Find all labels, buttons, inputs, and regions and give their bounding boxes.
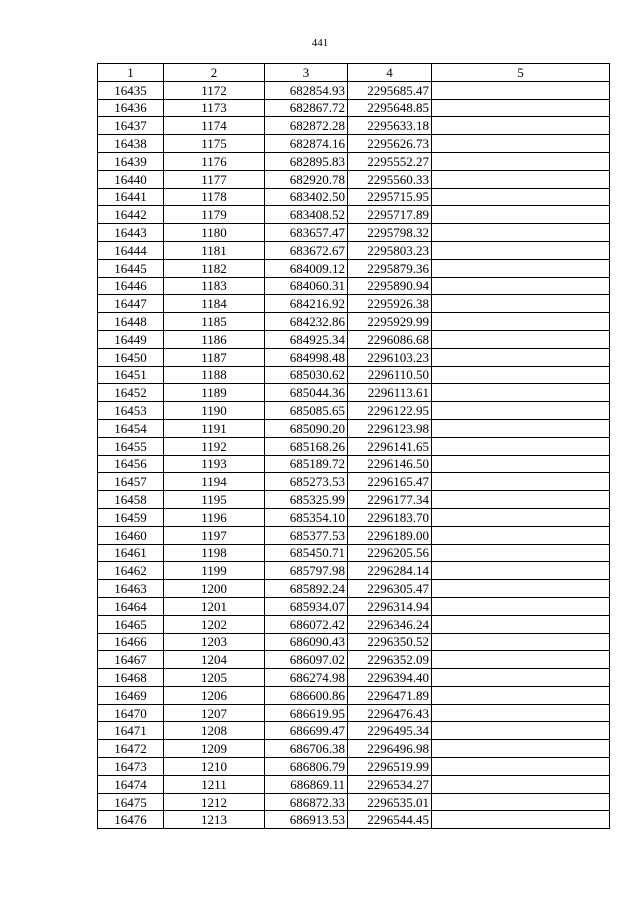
coordinates-table bbox=[97, 63, 610, 829]
table-row bbox=[98, 562, 610, 580]
y-coordinate-cell: 2296113.61 bbox=[348, 384, 432, 402]
vertex-number-cell: 1188 bbox=[164, 366, 265, 384]
notes-cell bbox=[432, 526, 610, 544]
y-coordinate-cell: 2295890.94 bbox=[348, 277, 432, 295]
x-coordinate-cell: 685377.53 bbox=[265, 526, 348, 544]
x-coordinate-cell: 685892.24 bbox=[265, 580, 348, 598]
point-number-cell: 16437 bbox=[98, 117, 164, 135]
vertex-number-cell: 1180 bbox=[164, 224, 265, 242]
x-coordinate-cell: 682867.72 bbox=[265, 99, 348, 117]
notes-cell bbox=[432, 384, 610, 402]
vertex-number-cell: 1173 bbox=[164, 99, 265, 117]
y-coordinate-cell: 2296394.40 bbox=[348, 669, 432, 687]
y-coordinate-cell: 2296352.09 bbox=[348, 651, 432, 669]
vertex-number-cell: 1191 bbox=[164, 419, 265, 437]
vertex-number-cell: 1213 bbox=[164, 811, 265, 829]
table-row bbox=[98, 206, 610, 224]
y-coordinate-cell: 2296177.34 bbox=[348, 491, 432, 509]
notes-cell bbox=[432, 669, 610, 687]
vertex-number-cell: 1190 bbox=[164, 402, 265, 420]
x-coordinate-cell: 686706.38 bbox=[265, 740, 348, 758]
y-coordinate-cell: 2295648.85 bbox=[348, 99, 432, 117]
y-coordinate-cell: 2296350.52 bbox=[348, 633, 432, 651]
point-number-cell: 16449 bbox=[98, 330, 164, 348]
column-header-1: 1 bbox=[98, 64, 164, 82]
point-number-cell: 16466 bbox=[98, 633, 164, 651]
vertex-number-cell: 1212 bbox=[164, 793, 265, 811]
y-coordinate-cell: 2296314.94 bbox=[348, 597, 432, 615]
x-coordinate-cell: 684009.12 bbox=[265, 259, 348, 277]
x-coordinate-cell: 686072.42 bbox=[265, 615, 348, 633]
notes-cell bbox=[432, 313, 610, 331]
vertex-number-cell: 1206 bbox=[164, 686, 265, 704]
point-number-cell: 16439 bbox=[98, 152, 164, 170]
point-number-cell: 16452 bbox=[98, 384, 164, 402]
notes-cell bbox=[432, 224, 610, 242]
notes-cell bbox=[432, 758, 610, 776]
notes-cell bbox=[432, 366, 610, 384]
point-number-cell: 16467 bbox=[98, 651, 164, 669]
point-number-cell: 16462 bbox=[98, 562, 164, 580]
notes-cell bbox=[432, 419, 610, 437]
notes-cell bbox=[432, 615, 610, 633]
y-coordinate-cell: 2295626.73 bbox=[348, 135, 432, 153]
vertex-number-cell: 1179 bbox=[164, 206, 265, 224]
point-number-cell: 16465 bbox=[98, 615, 164, 633]
table-row bbox=[98, 651, 610, 669]
vertex-number-cell: 1175 bbox=[164, 135, 265, 153]
y-coordinate-cell: 2296103.23 bbox=[348, 348, 432, 366]
point-number-cell: 16458 bbox=[98, 491, 164, 509]
y-coordinate-cell: 2296122.95 bbox=[348, 402, 432, 420]
vertex-number-cell: 1178 bbox=[164, 188, 265, 206]
x-coordinate-cell: 683408.52 bbox=[265, 206, 348, 224]
table-row bbox=[98, 241, 610, 259]
table-row bbox=[98, 295, 610, 313]
point-number-cell: 16438 bbox=[98, 135, 164, 153]
x-coordinate-cell: 683402.50 bbox=[265, 188, 348, 206]
notes-cell bbox=[432, 295, 610, 313]
y-coordinate-cell: 2296146.50 bbox=[348, 455, 432, 473]
point-number-cell: 16435 bbox=[98, 81, 164, 99]
vertex-number-cell: 1193 bbox=[164, 455, 265, 473]
y-coordinate-cell: 2296305.47 bbox=[348, 580, 432, 598]
point-number-cell: 16448 bbox=[98, 313, 164, 331]
y-coordinate-cell: 2295552.27 bbox=[348, 152, 432, 170]
notes-cell bbox=[432, 562, 610, 580]
table-row bbox=[98, 473, 610, 491]
notes-cell bbox=[432, 491, 610, 509]
point-number-cell: 16436 bbox=[98, 99, 164, 117]
point-number-cell: 16469 bbox=[98, 686, 164, 704]
point-number-cell: 16446 bbox=[98, 277, 164, 295]
point-number-cell: 16459 bbox=[98, 508, 164, 526]
notes-cell bbox=[432, 704, 610, 722]
point-number-cell: 16476 bbox=[98, 811, 164, 829]
point-number-cell: 16456 bbox=[98, 455, 164, 473]
vertex-number-cell: 1181 bbox=[164, 241, 265, 259]
table-row bbox=[98, 348, 610, 366]
notes-cell bbox=[432, 99, 610, 117]
table-row bbox=[98, 419, 610, 437]
table-body bbox=[98, 81, 610, 828]
notes-cell bbox=[432, 81, 610, 99]
point-number-cell: 16451 bbox=[98, 366, 164, 384]
vertex-number-cell: 1174 bbox=[164, 117, 265, 135]
vertex-number-cell: 1204 bbox=[164, 651, 265, 669]
vertex-number-cell: 1184 bbox=[164, 295, 265, 313]
y-coordinate-cell: 2296519.99 bbox=[348, 758, 432, 776]
table-row bbox=[98, 330, 610, 348]
y-coordinate-cell: 2295717.89 bbox=[348, 206, 432, 224]
y-coordinate-cell: 2296189.00 bbox=[348, 526, 432, 544]
table-row bbox=[98, 597, 610, 615]
x-coordinate-cell: 685168.26 bbox=[265, 437, 348, 455]
table-row bbox=[98, 259, 610, 277]
table-row bbox=[98, 384, 610, 402]
point-number-cell: 16472 bbox=[98, 740, 164, 758]
vertex-number-cell: 1202 bbox=[164, 615, 265, 633]
vertex-number-cell: 1208 bbox=[164, 722, 265, 740]
notes-cell bbox=[432, 259, 610, 277]
point-number-cell: 16450 bbox=[98, 348, 164, 366]
vertex-number-cell: 1186 bbox=[164, 330, 265, 348]
x-coordinate-cell: 682920.78 bbox=[265, 170, 348, 188]
header-row bbox=[98, 64, 610, 82]
x-coordinate-cell: 686619.95 bbox=[265, 704, 348, 722]
vertex-number-cell: 1192 bbox=[164, 437, 265, 455]
vertex-number-cell: 1176 bbox=[164, 152, 265, 170]
x-coordinate-cell: 685085.65 bbox=[265, 402, 348, 420]
point-number-cell: 16470 bbox=[98, 704, 164, 722]
table-row bbox=[98, 402, 610, 420]
notes-cell bbox=[432, 277, 610, 295]
notes-cell bbox=[432, 348, 610, 366]
point-number-cell: 16447 bbox=[98, 295, 164, 313]
y-coordinate-cell: 2296544.45 bbox=[348, 811, 432, 829]
point-number-cell: 16454 bbox=[98, 419, 164, 437]
x-coordinate-cell: 684232.86 bbox=[265, 313, 348, 331]
y-coordinate-cell: 2296183.70 bbox=[348, 508, 432, 526]
table-row bbox=[98, 615, 610, 633]
column-header-2: 2 bbox=[164, 64, 265, 82]
x-coordinate-cell: 685934.07 bbox=[265, 597, 348, 615]
point-number-cell: 16471 bbox=[98, 722, 164, 740]
x-coordinate-cell: 686699.47 bbox=[265, 722, 348, 740]
vertex-number-cell: 1189 bbox=[164, 384, 265, 402]
y-coordinate-cell: 2296471.89 bbox=[348, 686, 432, 704]
x-coordinate-cell: 683657.47 bbox=[265, 224, 348, 242]
vertex-number-cell: 1207 bbox=[164, 704, 265, 722]
notes-cell bbox=[432, 170, 610, 188]
notes-cell bbox=[432, 152, 610, 170]
x-coordinate-cell: 686090.43 bbox=[265, 633, 348, 651]
x-coordinate-cell: 686913.53 bbox=[265, 811, 348, 829]
x-coordinate-cell: 685797.98 bbox=[265, 562, 348, 580]
x-coordinate-cell: 685273.53 bbox=[265, 473, 348, 491]
y-coordinate-cell: 2296476.43 bbox=[348, 704, 432, 722]
y-coordinate-cell: 2296205.56 bbox=[348, 544, 432, 562]
point-number-cell: 16442 bbox=[98, 206, 164, 224]
x-coordinate-cell: 686274.98 bbox=[265, 669, 348, 687]
y-coordinate-cell: 2295929.99 bbox=[348, 313, 432, 331]
vertex-number-cell: 1196 bbox=[164, 508, 265, 526]
vertex-number-cell: 1195 bbox=[164, 491, 265, 509]
notes-cell bbox=[432, 686, 610, 704]
table-row bbox=[98, 686, 610, 704]
y-coordinate-cell: 2296165.47 bbox=[348, 473, 432, 491]
notes-cell bbox=[432, 437, 610, 455]
notes-cell bbox=[432, 793, 610, 811]
table-row bbox=[98, 775, 610, 793]
y-coordinate-cell: 2295803.23 bbox=[348, 241, 432, 259]
page-number: 441 bbox=[311, 37, 329, 49]
notes-cell bbox=[432, 402, 610, 420]
x-coordinate-cell: 682872.28 bbox=[265, 117, 348, 135]
table-row bbox=[98, 633, 610, 651]
table-row bbox=[98, 117, 610, 135]
table-row bbox=[98, 740, 610, 758]
y-coordinate-cell: 2295798.32 bbox=[348, 224, 432, 242]
table-row bbox=[98, 580, 610, 598]
y-coordinate-cell: 2295685.47 bbox=[348, 81, 432, 99]
table-row bbox=[98, 313, 610, 331]
x-coordinate-cell: 683672.67 bbox=[265, 241, 348, 259]
table-row bbox=[98, 277, 610, 295]
vertex-number-cell: 1183 bbox=[164, 277, 265, 295]
vertex-number-cell: 1199 bbox=[164, 562, 265, 580]
notes-cell bbox=[432, 633, 610, 651]
x-coordinate-cell: 682874.16 bbox=[265, 135, 348, 153]
point-number-cell: 16474 bbox=[98, 775, 164, 793]
column-header-5: 5 bbox=[432, 64, 610, 82]
x-coordinate-cell: 684925.34 bbox=[265, 330, 348, 348]
x-coordinate-cell: 685189.72 bbox=[265, 455, 348, 473]
y-coordinate-cell: 2295715.95 bbox=[348, 188, 432, 206]
table-row bbox=[98, 437, 610, 455]
point-number-cell: 16445 bbox=[98, 259, 164, 277]
table-row bbox=[98, 455, 610, 473]
table-row bbox=[98, 170, 610, 188]
vertex-number-cell: 1209 bbox=[164, 740, 265, 758]
table-row bbox=[98, 366, 610, 384]
x-coordinate-cell: 685030.62 bbox=[265, 366, 348, 384]
x-coordinate-cell: 682854.93 bbox=[265, 81, 348, 99]
point-number-cell: 16457 bbox=[98, 473, 164, 491]
point-number-cell: 16441 bbox=[98, 188, 164, 206]
y-coordinate-cell: 2296346.24 bbox=[348, 615, 432, 633]
notes-cell bbox=[432, 206, 610, 224]
point-number-cell: 16461 bbox=[98, 544, 164, 562]
y-coordinate-cell: 2295560.33 bbox=[348, 170, 432, 188]
point-number-cell: 16453 bbox=[98, 402, 164, 420]
point-number-cell: 16443 bbox=[98, 224, 164, 242]
vertex-number-cell: 1177 bbox=[164, 170, 265, 188]
notes-cell bbox=[432, 455, 610, 473]
x-coordinate-cell: 684216.92 bbox=[265, 295, 348, 313]
point-number-cell: 16444 bbox=[98, 241, 164, 259]
table-row bbox=[98, 99, 610, 117]
y-coordinate-cell: 2295879.36 bbox=[348, 259, 432, 277]
notes-cell bbox=[432, 740, 610, 758]
point-number-cell: 16460 bbox=[98, 526, 164, 544]
x-coordinate-cell: 686097.02 bbox=[265, 651, 348, 669]
table-row bbox=[98, 722, 610, 740]
table-row bbox=[98, 491, 610, 509]
notes-cell bbox=[432, 117, 610, 135]
table-row bbox=[98, 508, 610, 526]
x-coordinate-cell: 684998.48 bbox=[265, 348, 348, 366]
vertex-number-cell: 1211 bbox=[164, 775, 265, 793]
notes-cell bbox=[432, 188, 610, 206]
y-coordinate-cell: 2296535.01 bbox=[348, 793, 432, 811]
table-row bbox=[98, 704, 610, 722]
table-row bbox=[98, 224, 610, 242]
y-coordinate-cell: 2295633.18 bbox=[348, 117, 432, 135]
column-header-3: 3 bbox=[265, 64, 348, 82]
notes-cell bbox=[432, 544, 610, 562]
vertex-number-cell: 1198 bbox=[164, 544, 265, 562]
notes-cell bbox=[432, 508, 610, 526]
vertex-number-cell: 1201 bbox=[164, 597, 265, 615]
point-number-cell: 16468 bbox=[98, 669, 164, 687]
x-coordinate-cell: 685090.20 bbox=[265, 419, 348, 437]
x-coordinate-cell: 685450.71 bbox=[265, 544, 348, 562]
y-coordinate-cell: 2296086.68 bbox=[348, 330, 432, 348]
vertex-number-cell: 1205 bbox=[164, 669, 265, 687]
notes-cell bbox=[432, 580, 610, 598]
vertex-number-cell: 1197 bbox=[164, 526, 265, 544]
x-coordinate-cell: 684060.31 bbox=[265, 277, 348, 295]
table-row bbox=[98, 758, 610, 776]
point-number-cell: 16464 bbox=[98, 597, 164, 615]
vertex-number-cell: 1194 bbox=[164, 473, 265, 491]
y-coordinate-cell: 2296110.50 bbox=[348, 366, 432, 384]
y-coordinate-cell: 2296534.27 bbox=[348, 775, 432, 793]
x-coordinate-cell: 686806.79 bbox=[265, 758, 348, 776]
notes-cell bbox=[432, 775, 610, 793]
table-row bbox=[98, 793, 610, 811]
notes-cell bbox=[432, 241, 610, 259]
notes-cell bbox=[432, 473, 610, 491]
table-row bbox=[98, 188, 610, 206]
table-row bbox=[98, 135, 610, 153]
table-row bbox=[98, 526, 610, 544]
point-number-cell: 16473 bbox=[98, 758, 164, 776]
table-header bbox=[98, 64, 610, 82]
vertex-number-cell: 1182 bbox=[164, 259, 265, 277]
point-number-cell: 16463 bbox=[98, 580, 164, 598]
vertex-number-cell: 1203 bbox=[164, 633, 265, 651]
vertex-number-cell: 1200 bbox=[164, 580, 265, 598]
notes-cell bbox=[432, 597, 610, 615]
vertex-number-cell: 1210 bbox=[164, 758, 265, 776]
y-coordinate-cell: 2296284.14 bbox=[348, 562, 432, 580]
table-row bbox=[98, 81, 610, 99]
table-row bbox=[98, 811, 610, 829]
notes-cell bbox=[432, 135, 610, 153]
y-coordinate-cell: 2296141.65 bbox=[348, 437, 432, 455]
x-coordinate-cell: 686872.33 bbox=[265, 793, 348, 811]
x-coordinate-cell: 686600.86 bbox=[265, 686, 348, 704]
table-row bbox=[98, 152, 610, 170]
point-number-cell: 16455 bbox=[98, 437, 164, 455]
x-coordinate-cell: 685044.36 bbox=[265, 384, 348, 402]
y-coordinate-cell: 2295926.38 bbox=[348, 295, 432, 313]
y-coordinate-cell: 2296123.98 bbox=[348, 419, 432, 437]
x-coordinate-cell: 685325.99 bbox=[265, 491, 348, 509]
point-number-cell: 16440 bbox=[98, 170, 164, 188]
notes-cell bbox=[432, 651, 610, 669]
table-row bbox=[98, 669, 610, 687]
x-coordinate-cell: 682895.83 bbox=[265, 152, 348, 170]
y-coordinate-cell: 2296496.98 bbox=[348, 740, 432, 758]
notes-cell bbox=[432, 811, 610, 829]
column-header-4: 4 bbox=[348, 64, 432, 82]
point-number-cell: 16475 bbox=[98, 793, 164, 811]
notes-cell bbox=[432, 722, 610, 740]
x-coordinate-cell: 685354.10 bbox=[265, 508, 348, 526]
table-row bbox=[98, 544, 610, 562]
vertex-number-cell: 1185 bbox=[164, 313, 265, 331]
y-coordinate-cell: 2296495.34 bbox=[348, 722, 432, 740]
vertex-number-cell: 1172 bbox=[164, 81, 265, 99]
x-coordinate-cell: 686869.11 bbox=[265, 775, 348, 793]
vertex-number-cell: 1187 bbox=[164, 348, 265, 366]
notes-cell bbox=[432, 330, 610, 348]
